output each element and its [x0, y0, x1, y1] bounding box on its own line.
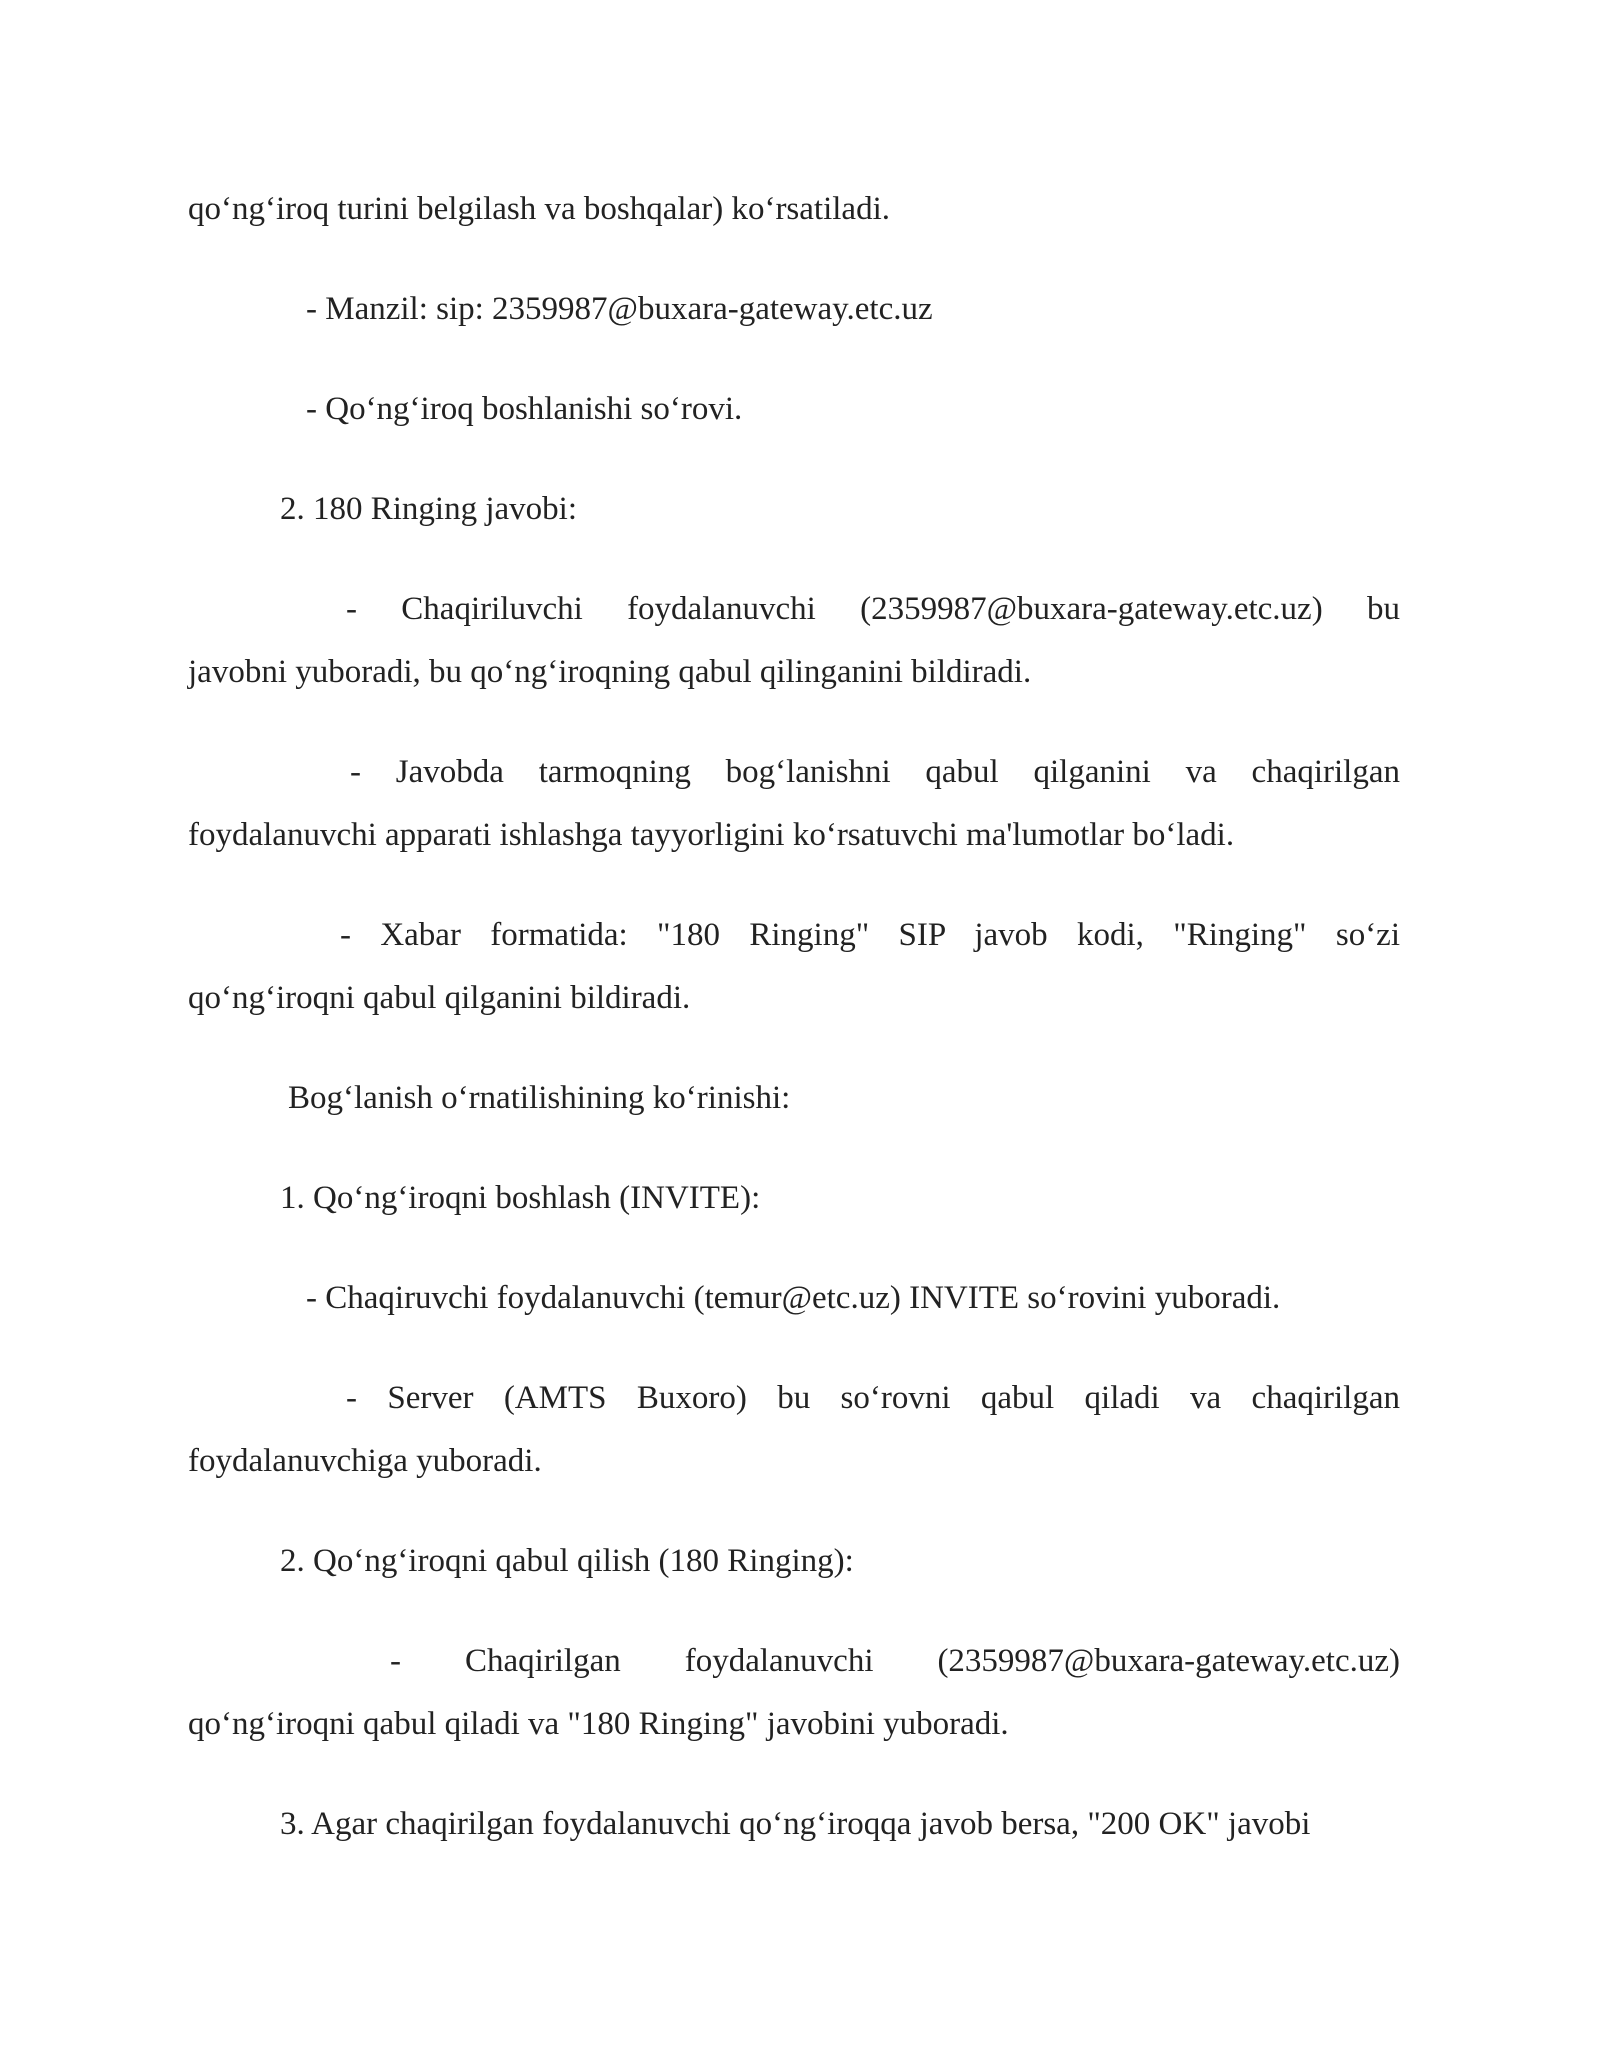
text-line: - Xabar formatida: "180 Ringing" SIP javob kodi, "Ringing" so‘zi	[340, 917, 1400, 953]
text-line: - Qo‘ng‘iroq boshlanishi so‘rovi.	[306, 391, 743, 427]
text-line: qo‘ng‘iroqni qabul qilganini bildiradi.	[188, 980, 691, 1016]
list-heading: 2. 180 Ringing javobi:	[280, 491, 577, 527]
text-line: - Server (AMTS Buxoro) bu so‘rovni qabul qiladi va chaqirilgan	[346, 1380, 1400, 1416]
text-line: - Chaqirilgan foydalanuvchi (2359987@buxara-gateway.etc.uz)	[390, 1643, 1400, 1679]
text-line: foydalanuvchiga yuboradi.	[188, 1443, 542, 1479]
section-heading: Bog‘lanish o‘rnatilishining ko‘rinishi:	[288, 1080, 791, 1116]
text-line: - Javobda tarmoqning bog‘lanishni qabul qilganini va chaqirilgan	[350, 754, 1400, 790]
text-line: qo‘ng‘iroqni qabul qiladi va "180 Ringing" javobini yuboradi.	[188, 1706, 1009, 1742]
list-heading: 1. Qo‘ng‘iroqni boshlash (INVITE):	[280, 1180, 761, 1216]
list-heading: 2. Qo‘ng‘iroqni qabul qilish (180 Ringing):	[280, 1543, 854, 1579]
text-line: - Chaqiruvchi foydalanuvchi (temur@etc.uz) INVITE so‘rovini yuboradi.	[306, 1280, 1281, 1316]
text-line: foydalanuvchi apparati ishlashga tayyorligini ko‘rsatuvchi ma'lumotlar bo‘ladi.	[188, 817, 1235, 853]
list-heading: 3. Agar chaqirilgan foydalanuvchi qo‘ng‘iroqqa javob bersa, "200 OK" javobi	[280, 1806, 1311, 1842]
text-line: javobni yuboradi, bu qo‘ng‘iroqning qabul qilinganini bildiradi.	[188, 654, 1032, 690]
text-line: - Chaqiriluvchi foydalanuvchi (2359987@buxara-gateway.etc.uz) bu	[346, 591, 1400, 627]
text-line: qo‘ng‘iroq turini belgilash va boshqalar) ko‘rsatiladi.	[188, 191, 890, 227]
text-line: - Manzil: sip: 2359987@buxara-gateway.etc.uz	[306, 291, 933, 327]
